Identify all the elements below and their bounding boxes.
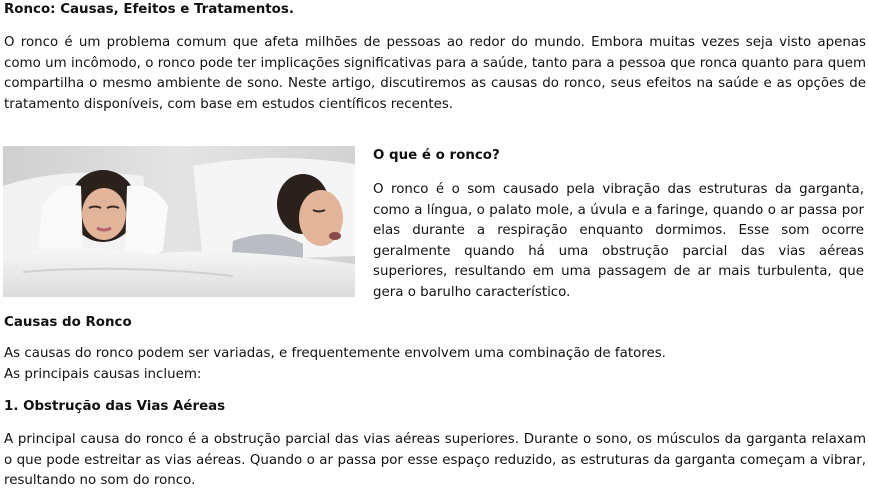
causes-intro-line-2: As principais causas incluem: [4, 366, 202, 382]
section-heading-what-is-snoring: O que é o ronco? [373, 148, 500, 163]
what-is-snoring-paragraph: O ronco é o som causado pela vibração das estruturas da garganta, como a língua, o palato mole, a úvula e a faringe, quando o ar passa por elas durante a respiração enquanto dormimos. Esse som ocorre geralmente quando há uma obstrução parcial das vias aéreas superiores, resultando em uma passagem de ar mais turbulenta, que gera o barulho característico. [373, 182, 864, 300]
article-title: Ronco: Causas, Efeitos e Tratamentos. [4, 2, 294, 17]
couple-in-bed-image [3, 146, 355, 297]
intro-paragraph: O ronco é um problema comum que afeta milhões de pessoas ao redor do mundo. Embora muitas vezes seja visto apenas como um incômodo, o ronco pode ter implicações significativas para a saúde, tanto para a pessoa que ronca quanto para quem compartilha o mesmo ambiente de sono. Neste artigo, discutiremos as causas do ronco, seus efeitos na saúde e as opções de tratamento disponíveis, com base em estudos científicos recentes. [4, 35, 866, 112]
section-heading-causes: Causas do Ronco [4, 315, 132, 330]
causes-intro-line-1: As causas do ronco podem ser variadas, e frequentemente envolvem uma combinação de fatores. [4, 346, 666, 361]
causes-intro-paragraph [4, 344, 866, 385]
section-heading-airway-obstruction: 1. Obstrução das Vias Aéreas [4, 399, 226, 414]
airway-obstruction-paragraph: A principal causa do ronco é a obstrução parcial das vias aéreas superiores. Durante o sono, os músculos da garganta relaxam o que pode estreitar as vias aéreas. Quando o ar passa por esse espaço reduzido, as estruturas da garganta começam a vibrar, resultando no som do ronco. [4, 432, 866, 488]
